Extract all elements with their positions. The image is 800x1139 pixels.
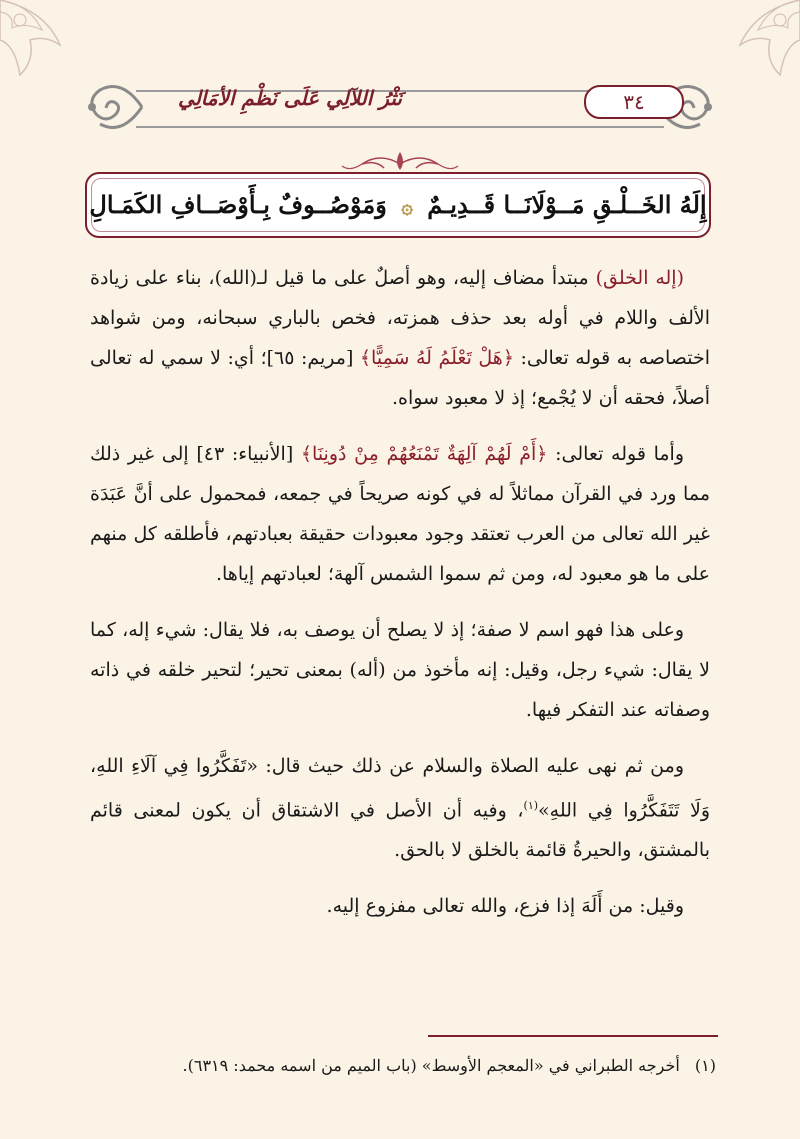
footnote bbox=[90, 1052, 716, 1080]
footnote-marker: (١) bbox=[694, 1056, 716, 1075]
paragraph-text: وأما قوله تعالى: bbox=[555, 443, 684, 465]
commented-term: (إله الخلق) bbox=[595, 267, 684, 289]
paragraph-text: مبتدأ مضاف إليه، وهو أصلٌ على ما قيل لـ(الله)، بناء على زيادة الألف واللام في أوله بعد حذف همزته، فخص بالباري سبحانه، ومن شواهد اختصاصه به قوله تعالى: bbox=[90, 267, 711, 369]
paragraph bbox=[90, 610, 710, 730]
book-title: نَثْرُ اللآلِي عَلَى نَظْمِ الأمَالِي bbox=[178, 86, 402, 110]
footnote-text: أخرجه الطبراني في «المعجم الأوسط» (باب الميم من اسمه محمد: ٦٣١٩). bbox=[182, 1056, 680, 1075]
verse-first-half: إِلَهُ الخَــلْـقِ مَــوْلَانَــا قَــدِيـمٌ bbox=[427, 190, 707, 219]
footnote-reference[interactable]: (١) bbox=[523, 799, 539, 812]
paragraph bbox=[90, 258, 710, 418]
verse-line bbox=[87, 174, 709, 236]
verse-second-half: وَمَوْصُــوفٌ بِـأَوْصَــافِ الكَمَـالِ bbox=[89, 190, 387, 219]
paragraph-text: ومن ثم نهى عليه الصلاة والسلام عن ذلك حيث قال: «تَفَكَّرُوا فِي آلَاءِ اللهِ، وَلَا تَتَفَكَّرُوا فِي اللهِ» bbox=[90, 755, 710, 822]
quran-quote: ﴿هَلْ تَعْلَمُ لَهُ سَمِيًّا﴾ bbox=[359, 347, 514, 369]
paragraph bbox=[90, 886, 710, 926]
paragraph-text: [مريم: ٦٥]؛ أي: لا سمي له تعالى أصلاً، فحقه أن لا يُجْمع؛ إذ لا معبود سواه. bbox=[90, 347, 710, 409]
paragraph-text: ، وفيه أن الأصل في الاشتقاق أن يكون لمعنى قائم بالمشتق، والحيرةُ قائمة بالخلق لا بالحق. bbox=[90, 799, 710, 862]
commentary-body bbox=[90, 258, 710, 942]
top-floral-ornament-icon bbox=[340, 150, 460, 174]
footnote-divider bbox=[428, 1035, 718, 1037]
quran-quote: ﴿أَمْ لَهُمْ آلِهَةٌ تَمْنَعُهُمْ مِنْ دُونِنَا﴾ bbox=[300, 443, 548, 465]
paragraph-text: وقيل: من أَلَهَ إذا فزع، والله تعالى مفزوع إليه. bbox=[326, 895, 684, 918]
paragraph-text: وعلى هذا فهو اسم لا صفة؛ إذ لا يصلح أن يوصف به، فلا يقال: شيء إله، كما لا يقال: شيء رجل، وقيل: إنه مأخوذ من (أله) بمعنى تحير؛ لتحير خلقه في ذاته وصفاته عند التفكر فيها. bbox=[90, 619, 710, 721]
verse-box bbox=[85, 172, 711, 238]
paragraph bbox=[90, 434, 710, 594]
corner-ornament-icon bbox=[0, 0, 90, 90]
page-number: ٣٤ bbox=[584, 85, 684, 119]
corner-ornament-icon bbox=[710, 0, 800, 90]
paragraph bbox=[90, 746, 710, 870]
paragraph-text: [الأنبياء: ٤٣] إلى غير ذلك مما ورد في القرآن مماثلاً له في كونه صريحاً في جمعه، فمحمول على أنَّ عَبَدَة غير الله تعالى من العرب تعتقد وجود معبودات حقيقة بعبادتهم، فأطلقه كل منهم على ما هو معبود له، ومن ثم سموا الشمس آلهة؛ لعبادتهم إياها. bbox=[90, 443, 710, 585]
verse-separator-icon: ۞ bbox=[401, 194, 413, 218]
